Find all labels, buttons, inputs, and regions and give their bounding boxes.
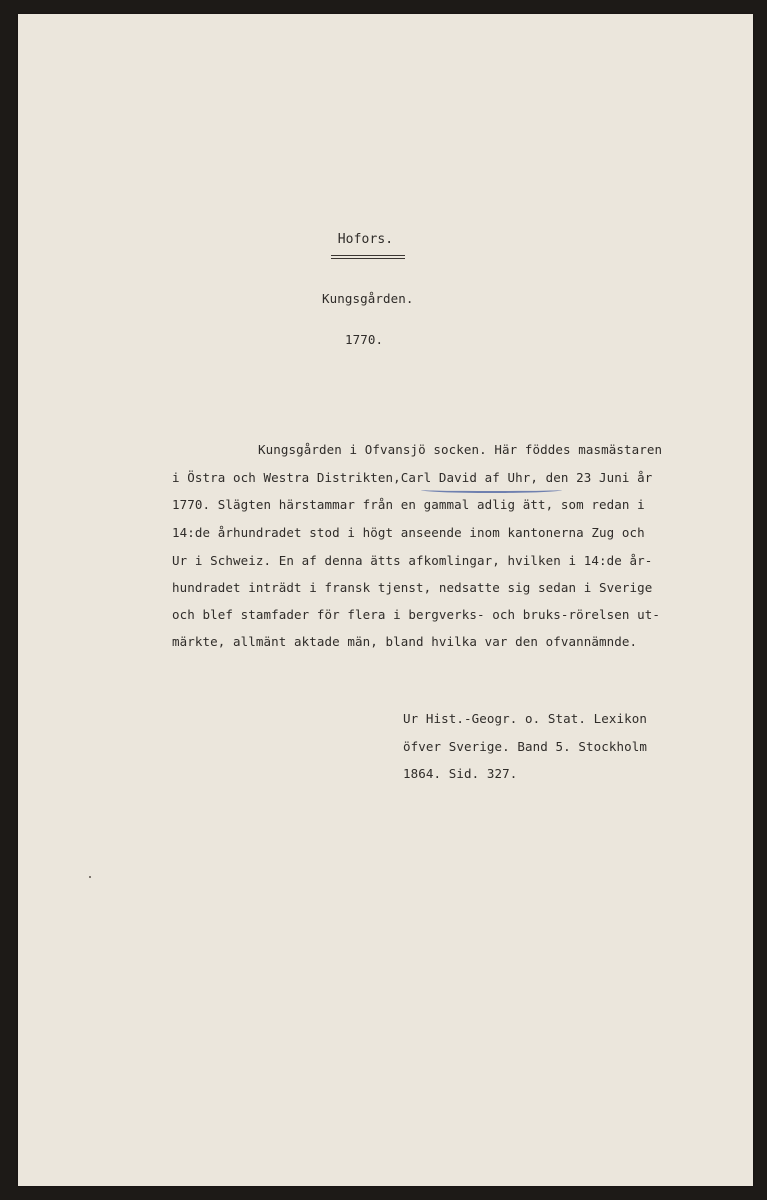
heading-underline-bottom [331,258,405,259]
document-page [18,14,753,1186]
body-line: märkte, allmänt aktade män, bland hvilka var den ofvannämnde. [172,634,638,649]
document-year: 1770. [345,332,384,347]
bleed-through-right [503,74,578,96]
source-line: 1864. Sid. 327. [403,766,518,781]
body-line: Ur i Schweiz. En af denna ätts afkomlingar, hvilken i 14:de år- [172,553,653,568]
document-subheading: Kungsgården. [322,291,414,306]
pen-underline-mark [421,487,562,493]
body-line: Kungsgården i Ofvansjö socken. Här föddes masmästaren [258,442,663,457]
body-line: 1770. Slägten härstammar från en gammal adlig ätt, som redan i [172,497,645,512]
paper-speck [89,876,91,878]
source-line: öfver Sverige. Band 5. Stockholm [403,739,648,754]
body-line: hundradet inträdt i fransk tjenst, nedsatte sig sedan i Sverige [172,580,653,595]
document-heading: Hofors. [337,232,394,247]
body-line: i Östra och Westra Distrikten,Carl David af Uhr, den 23 Juni år [172,470,653,485]
heading-underline-top [331,255,405,256]
body-line: 14:de århundradet stod i högt anseende inom kantonerna Zug och [172,525,645,540]
source-line: Ur Hist.-Geogr. o. Stat. Lexikon [403,711,648,726]
body-line: och blef stamfader för flera i bergverks- och bruks-rörelsen ut- [172,607,661,622]
